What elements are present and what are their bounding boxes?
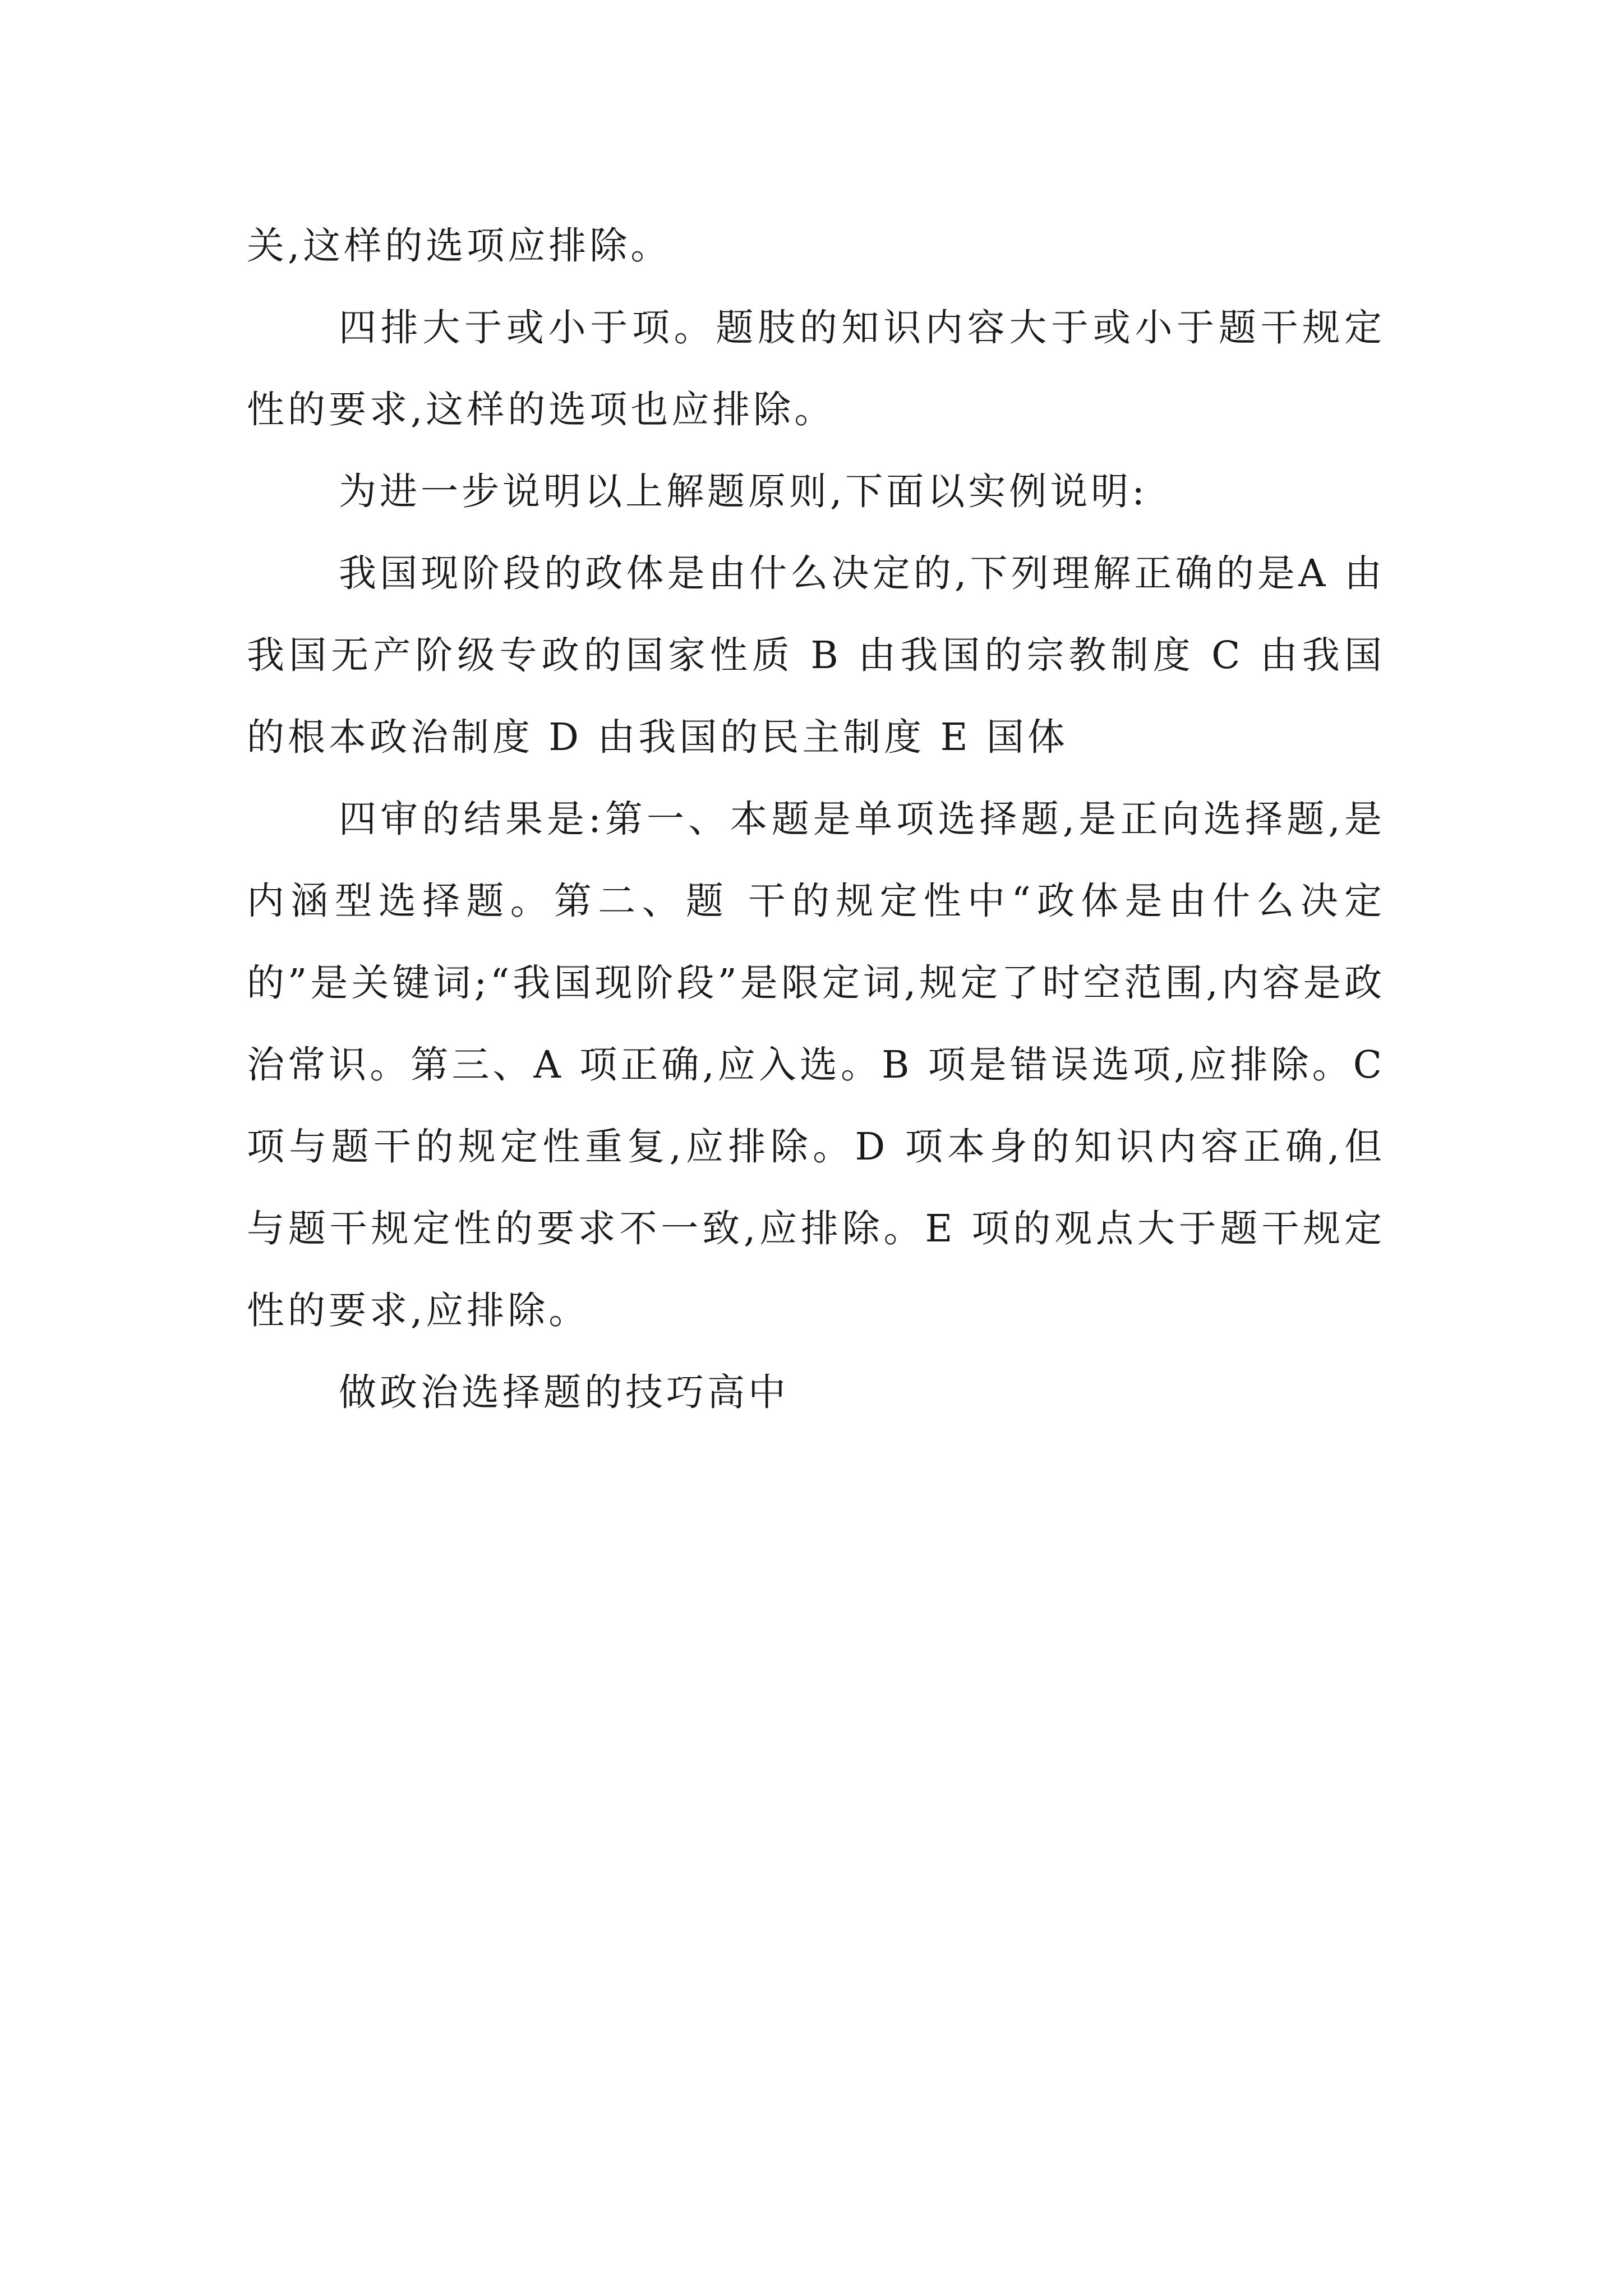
paragraph-example-question: 我国现阶段的政体是由什么决定的,下列理解正确的是A 由我国无产阶级专政的国家性质 B 由我国的宗教制度 C 由我国的根本政治制度 D 由我国的民主制度 E 国体 xyxy=(247,551,1385,759)
document-body xyxy=(247,205,1385,1433)
paragraph-continuation: 关,这样的选项应排除。 xyxy=(247,224,672,268)
paragraph-analysis: 四审的结果是:第一、本题是单项选择题,是正向选择题,是内涵型选择题。第二、题 干的规定性中“政体是由什么决定的”是关键词;“我国现阶段”是限定词,规定了时空范围,内容是政治常识。第三、A 项正确,应入选。B 项是错误选项,应排除。C 项与题干的规定性重复,应排除。D 项本身的知识内容正确,但与题干规定性的要求不一致,应排除。E 项的观点大于题干规定性的要求,应排除。 xyxy=(247,797,1385,1332)
paragraph-rule-four: 四排大于或小于项。题肢的知识内容大于或小于题干规定性的要求,这样的选项也应排除。 xyxy=(247,306,1385,431)
paragraph-example-intro: 为进一步说明以上解题原则,下面以实例说明: xyxy=(339,470,1148,513)
paragraph-section-heading: 做政治选择题的技巧高中 xyxy=(339,1370,789,1414)
